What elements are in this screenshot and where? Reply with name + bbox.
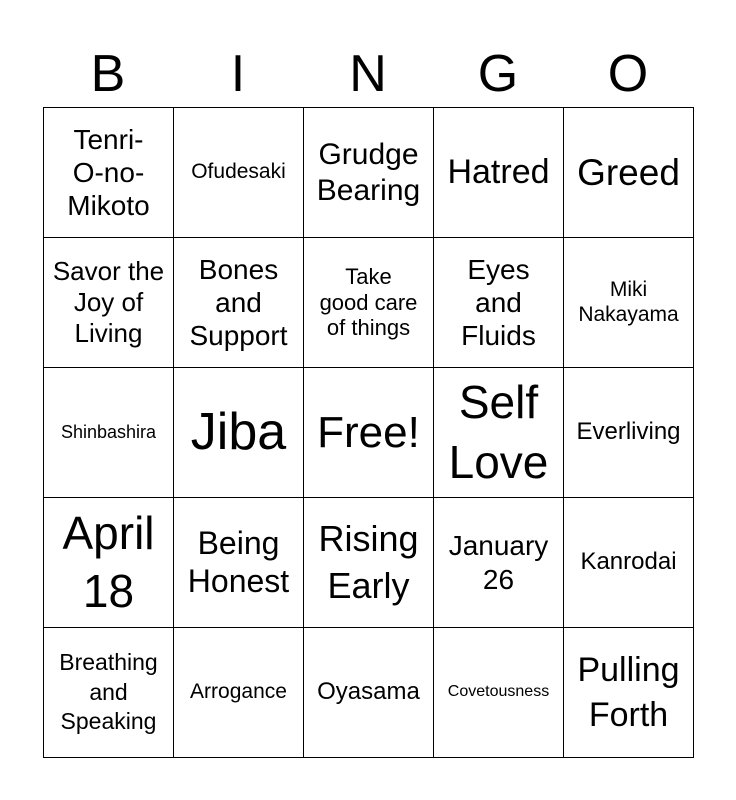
header-letter-n: N: [349, 45, 387, 103]
bingo-cell[interactable]: Ofudesaki: [174, 108, 304, 238]
header-letter-b: B: [90, 45, 126, 103]
bingo-cell[interactable]: Tenri-O-no-Mikoto: [44, 108, 174, 238]
bingo-cell[interactable]: Self Love: [434, 368, 564, 498]
bingo-cell[interactable]: Shinbashira: [44, 368, 174, 498]
bingo-cell[interactable]: Hatred: [434, 108, 564, 238]
bingo-cell[interactable]: January 26: [434, 498, 564, 628]
bingo-cell[interactable]: Being Honest: [174, 498, 304, 628]
free-space-cell[interactable]: Free!: [304, 368, 434, 498]
bingo-cell[interactable]: Breathing and Speaking: [44, 628, 174, 758]
bingo-cell[interactable]: Bones and Support: [174, 238, 304, 368]
header-letter-o: O: [607, 45, 649, 103]
bingo-cell[interactable]: Greed: [564, 108, 694, 238]
bingo-cell[interactable]: Jiba: [174, 368, 304, 498]
bingo-cell[interactable]: Take good care of things: [304, 238, 434, 368]
bingo-cell[interactable]: April 18: [44, 498, 174, 628]
bingo-cell[interactable]: Savor the Joy of Living: [44, 238, 174, 368]
bingo-cell[interactable]: Everliving: [564, 368, 694, 498]
bingo-grid: [43, 107, 694, 758]
bingo-cell[interactable]: Pulling Forth: [564, 628, 694, 758]
header-letter-i: I: [230, 45, 246, 103]
bingo-cell[interactable]: Arrogance: [174, 628, 304, 758]
bingo-cell[interactable]: Kanrodai: [564, 498, 694, 628]
header-letter-g: G: [477, 45, 519, 103]
bingo-cell[interactable]: Covetousness: [434, 628, 564, 758]
bingo-cell[interactable]: Eyes and Fluids: [434, 238, 564, 368]
bingo-cell[interactable]: Grudge Bearing: [304, 108, 434, 238]
bingo-cell[interactable]: Rising Early: [304, 498, 434, 628]
bingo-header: [43, 40, 693, 108]
bingo-cell[interactable]: Miki Nakayama: [564, 238, 694, 368]
bingo-cell[interactable]: Oyasama: [304, 628, 434, 758]
